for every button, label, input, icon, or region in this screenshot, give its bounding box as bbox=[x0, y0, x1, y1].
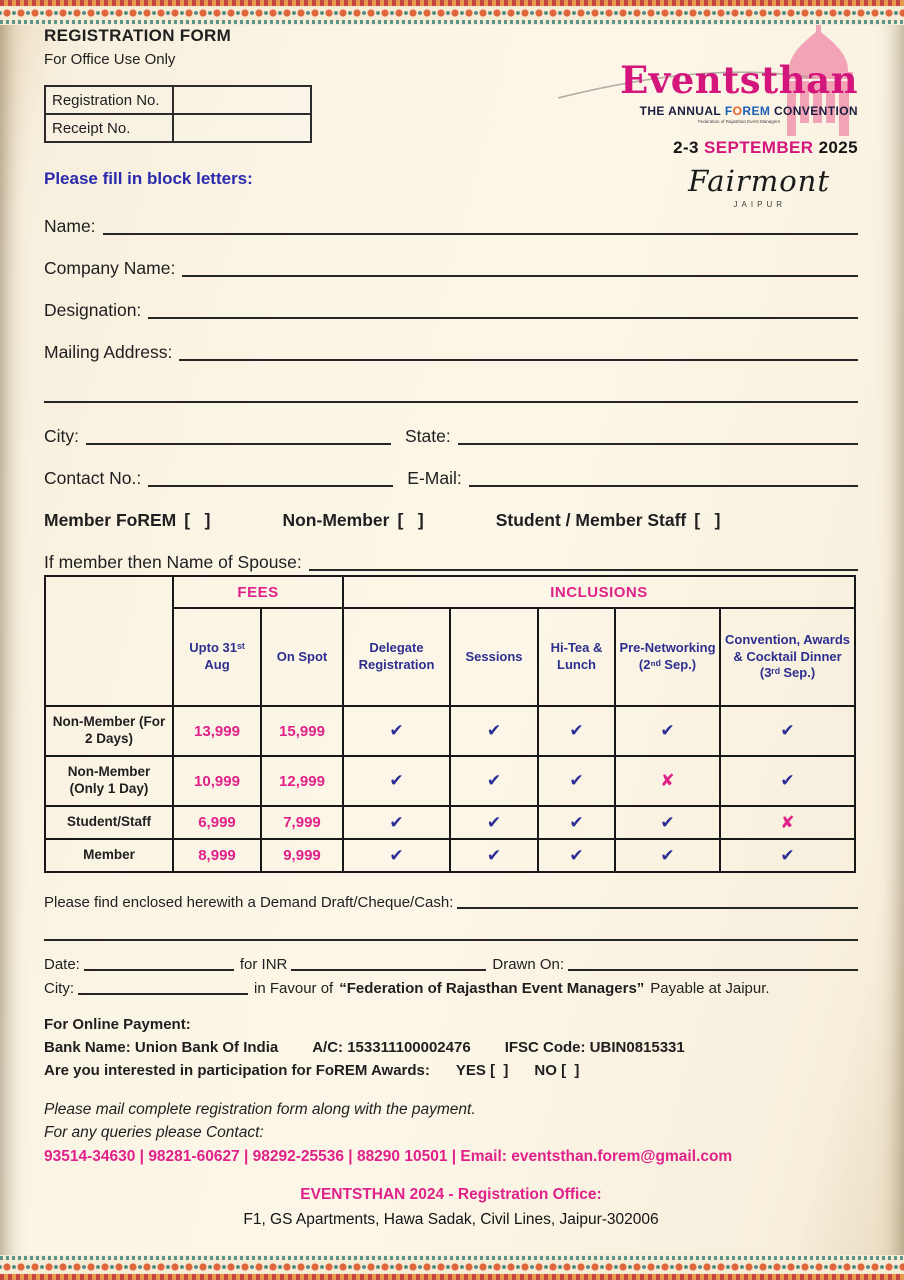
member-forem-checkbox[interactable]: [ ] bbox=[184, 510, 211, 530]
fee-value: 15,999 bbox=[261, 706, 343, 756]
notes-block bbox=[44, 1098, 858, 1144]
student-staff-label: Student / Member Staff bbox=[495, 510, 687, 530]
check-icon: ✔ bbox=[720, 839, 855, 872]
check-icon: ✔ bbox=[343, 839, 450, 872]
email-input-line[interactable] bbox=[469, 469, 858, 487]
table-row bbox=[45, 576, 855, 608]
queries-note: For any queries please Contact: bbox=[44, 1124, 264, 1141]
in-favour-label: in Favour of bbox=[254, 980, 334, 997]
fee-value: 13,999 bbox=[173, 706, 261, 756]
enclosed-label: Please find enclosed herewith a Demand Draft/Cheque/Cash: bbox=[44, 894, 454, 911]
col-upto-31-aug: Upto 31ˢᵗ Aug bbox=[173, 608, 261, 706]
check-icon: ✔ bbox=[343, 806, 450, 839]
bank-name: Bank Name: Union Bank Of India bbox=[44, 1039, 279, 1056]
check-icon: ✔ bbox=[538, 839, 615, 872]
company-input-line[interactable] bbox=[182, 259, 858, 277]
check-icon: ✔ bbox=[538, 706, 615, 756]
check-icon: ✔ bbox=[343, 706, 450, 756]
venue-city: JAIPUR bbox=[733, 200, 786, 209]
contact-label: Contact No.: bbox=[44, 468, 142, 488]
forem-o-ring-icon: O bbox=[732, 104, 743, 118]
row-label: Non-Member (For 2 Days) bbox=[45, 706, 173, 756]
membership-option-non-member bbox=[282, 510, 423, 531]
city-label: City: bbox=[44, 426, 79, 446]
non-member-checkbox[interactable]: [ ] bbox=[397, 510, 424, 530]
check-icon: ✔ bbox=[450, 706, 538, 756]
awards-yes bbox=[456, 1059, 509, 1082]
inr-input-line[interactable] bbox=[291, 955, 486, 971]
bank-details-row bbox=[44, 1036, 858, 1059]
mailing-address-input-line[interactable] bbox=[179, 343, 858, 361]
receipt-no-label: Receipt No. bbox=[45, 114, 173, 142]
fee-value: 8,999 bbox=[173, 839, 261, 872]
email-label: E-Mail: bbox=[407, 468, 462, 488]
receipt-no-value[interactable] bbox=[173, 114, 311, 142]
mailing-address-label: Mailing Address: bbox=[44, 342, 173, 362]
corner-cell bbox=[45, 576, 173, 706]
block-letters-instruction: Please fill in block letters: bbox=[44, 169, 253, 188]
student-staff-checkbox[interactable]: [ ] bbox=[694, 510, 721, 530]
date-days: 2-3 bbox=[673, 138, 699, 157]
row-label: Student/Staff bbox=[45, 806, 173, 839]
col-hi-tea-lunch: Hi-Tea & Lunch bbox=[538, 608, 615, 706]
brand-wordmark: Eventsthan bbox=[620, 58, 858, 102]
col-on-spot: On Spot bbox=[261, 608, 343, 706]
company-label: Company Name: bbox=[44, 258, 176, 278]
city-state-row bbox=[44, 423, 858, 447]
favour-of-text: “Federation of Rajasthan Event Managers” bbox=[339, 980, 645, 997]
event-date bbox=[558, 138, 858, 158]
footer bbox=[44, 1186, 858, 1229]
footer-address: F1, GS Apartments, Hawa Sadak, Civil Lines, Jaipur-302006 bbox=[243, 1211, 659, 1228]
account-number: A/C: 153311100002476 bbox=[312, 1039, 471, 1056]
enclosed-row bbox=[44, 889, 858, 911]
col-sessions: Sessions bbox=[450, 608, 538, 706]
designation-label: Designation: bbox=[44, 300, 142, 320]
fees-header: FEES bbox=[173, 576, 343, 608]
table-row bbox=[45, 86, 311, 114]
cross-icon: ✘ bbox=[720, 806, 855, 839]
date-label: Date: bbox=[44, 956, 80, 973]
awards-no bbox=[534, 1059, 579, 1082]
event-logo-block bbox=[558, 12, 858, 224]
non-member-label: Non-Member bbox=[282, 510, 390, 530]
federation-small-text: Federation of Rajasthan Event Managers bbox=[697, 119, 780, 124]
inclusions-header: INCLUSIONS bbox=[343, 576, 855, 608]
mailing-address-input-line-2[interactable] bbox=[44, 385, 858, 403]
col-delegate-registration: Delegate Registration bbox=[343, 608, 450, 706]
fee-value: 10,999 bbox=[173, 756, 261, 806]
designation-row bbox=[44, 297, 858, 321]
date-month: SEPTEMBER bbox=[704, 138, 814, 157]
contact-email-row bbox=[44, 465, 858, 489]
subtitle-prefix: THE ANNUAL bbox=[639, 104, 722, 118]
office-use-table bbox=[44, 85, 312, 143]
check-icon: ✔ bbox=[450, 806, 538, 839]
col-convention-dinner: Convention, Awards & Cocktail Dinner (3ʳᵈ Sep.) bbox=[720, 608, 855, 706]
contact-numbers: 93514-34630 | 98281-60627 | 98292-25536 | 88290 10501 | Email: eventsthan.forem@gmail.com bbox=[44, 1148, 733, 1165]
decorative-border-top bbox=[0, 0, 904, 25]
date-input-line[interactable] bbox=[84, 955, 234, 971]
designation-input-line[interactable] bbox=[148, 301, 858, 319]
row-label: Non-Member (Only 1 Day) bbox=[45, 756, 173, 806]
spouse-input-line[interactable] bbox=[309, 553, 858, 571]
no-label: NO bbox=[534, 1062, 557, 1079]
footer-title: EVENTSTHAN 2024 - Registration Office: bbox=[300, 1186, 602, 1203]
state-input-line[interactable] bbox=[458, 427, 858, 445]
membership-row bbox=[44, 507, 858, 531]
date-year: 2025 bbox=[818, 138, 858, 157]
name-label: Name: bbox=[44, 216, 96, 236]
check-icon: ✔ bbox=[538, 806, 615, 839]
ifsc-code: IFSC Code: UBIN0815331 bbox=[504, 1039, 685, 1056]
member-forem-label: Member FoREM bbox=[44, 510, 177, 530]
forem-f: F bbox=[724, 104, 733, 118]
table-row-member bbox=[45, 839, 855, 872]
fee-value: 12,999 bbox=[261, 756, 343, 806]
venue-logo: Fairmont bbox=[688, 164, 830, 198]
decorative-border-bottom bbox=[0, 1255, 904, 1280]
check-icon: ✔ bbox=[450, 839, 538, 872]
check-icon: ✔ bbox=[615, 806, 720, 839]
yes-checkbox[interactable]: [ ] bbox=[490, 1062, 509, 1079]
fee-value: 6,999 bbox=[173, 806, 261, 839]
membership-option-student-staff bbox=[496, 510, 721, 531]
membership-option-member-forem bbox=[44, 510, 210, 531]
city-input-line[interactable] bbox=[86, 427, 391, 445]
enclosed-row-2 bbox=[44, 931, 858, 943]
check-icon: ✔ bbox=[450, 756, 538, 806]
payable-text: Payable at Jaipur. bbox=[650, 980, 770, 997]
registration-no-value[interactable] bbox=[173, 86, 311, 114]
table-row-student-staff bbox=[45, 806, 855, 839]
check-icon: ✔ bbox=[720, 706, 855, 756]
table-row-non-member-2-days bbox=[45, 706, 855, 756]
table-row bbox=[45, 114, 311, 142]
spouse-row bbox=[44, 549, 858, 573]
fees-inclusions-table bbox=[44, 575, 856, 873]
office-use-label: For Office Use Only bbox=[44, 51, 176, 68]
payment-city-label: City: bbox=[44, 980, 74, 997]
convention-subtitle bbox=[558, 104, 858, 118]
online-payment-title: For Online Payment: bbox=[44, 1016, 191, 1033]
check-icon: ✔ bbox=[615, 839, 720, 872]
online-payment-block bbox=[44, 1013, 858, 1082]
enclosed-input-line-2[interactable] bbox=[44, 925, 858, 941]
payment-city-input-line[interactable] bbox=[78, 979, 248, 995]
for-inr-label: for INR bbox=[239, 956, 288, 973]
date-inr-row bbox=[44, 951, 858, 973]
drawn-on-input-line[interactable] bbox=[568, 955, 858, 971]
state-label: State: bbox=[405, 426, 451, 446]
mail-note: Please mail complete registration form along with the payment. bbox=[44, 1101, 476, 1118]
awards-question: Are you interested in participation for FoREM Awards: bbox=[44, 1062, 430, 1079]
yes-label: YES bbox=[455, 1062, 486, 1079]
check-icon: ✔ bbox=[720, 756, 855, 806]
fee-value: 9,999 bbox=[261, 839, 343, 872]
awards-question-row bbox=[44, 1059, 858, 1082]
cross-icon: ✘ bbox=[615, 756, 720, 806]
page-title: REGISTRATION FORM bbox=[44, 26, 232, 45]
check-icon: ✔ bbox=[615, 706, 720, 756]
enclosed-input-line[interactable] bbox=[457, 893, 858, 909]
spouse-label: If member then Name of Spouse: bbox=[44, 552, 302, 572]
mailing-address-row-2 bbox=[44, 381, 858, 405]
mailing-address-row bbox=[44, 339, 858, 363]
check-icon: ✔ bbox=[538, 756, 615, 806]
row-label: Member bbox=[45, 839, 173, 872]
fee-value: 7,999 bbox=[261, 806, 343, 839]
contact-input-line[interactable] bbox=[148, 469, 393, 487]
company-row bbox=[44, 255, 858, 279]
subtitle-suffix: CONVENTION bbox=[773, 104, 858, 118]
no-checkbox[interactable]: [ ] bbox=[561, 1062, 580, 1079]
header bbox=[44, 26, 858, 209]
forem-rem: REM bbox=[742, 104, 771, 118]
col-pre-networking: Pre-Networking (2ⁿᵈ Sep.) bbox=[615, 608, 720, 706]
drawn-on-label: Drawn On: bbox=[492, 956, 565, 973]
registration-no-label: Registration No. bbox=[45, 86, 173, 114]
check-icon: ✔ bbox=[343, 756, 450, 806]
table-row-non-member-1-day bbox=[45, 756, 855, 806]
favour-row bbox=[44, 975, 858, 997]
